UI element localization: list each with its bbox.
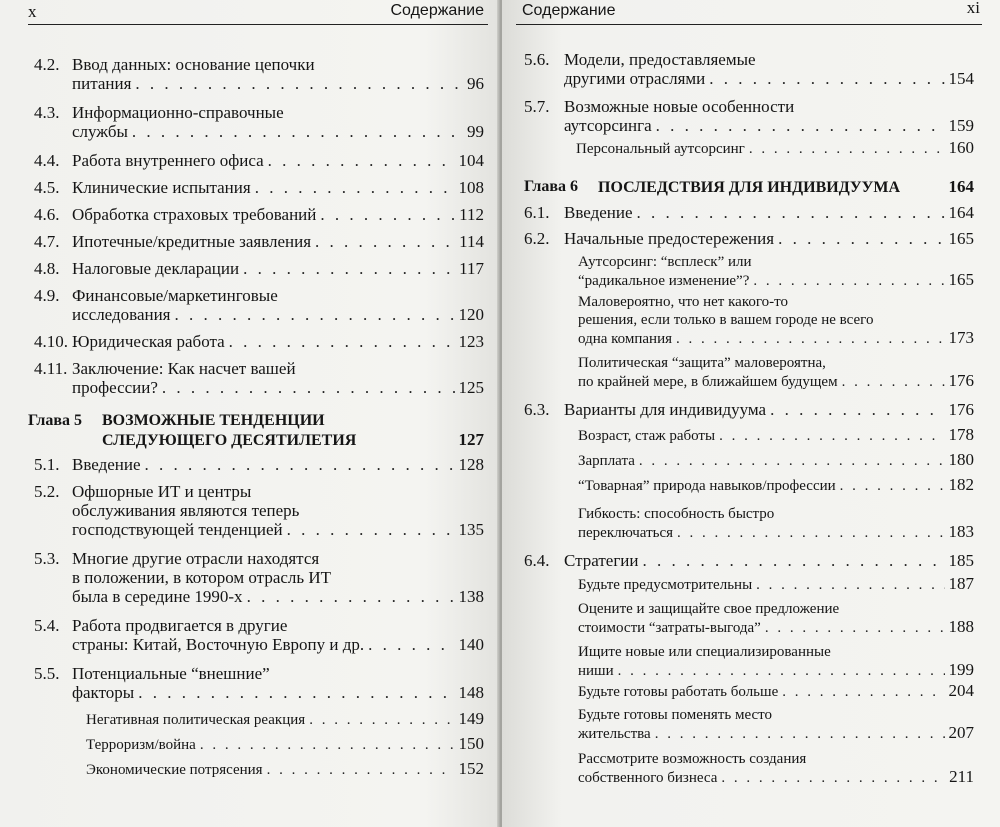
entry-line: факторы: [72, 683, 135, 702]
toc-subentry[interactable]: [578, 505, 974, 551]
entry-number: 4.3.: [34, 103, 60, 122]
toc-entry[interactable]: [28, 332, 484, 359]
toc-entry[interactable]: [28, 205, 484, 232]
page-ref: 165: [948, 270, 974, 289]
page-ref: 123: [458, 332, 484, 351]
chapter-label: Глава 5: [28, 412, 82, 429]
subentry-line: Ищите новые или специализированные: [578, 644, 831, 660]
subentry-line: Будьте предусмотрительны: [578, 577, 753, 593]
subentry-line: Гибкость: способность быстро: [578, 506, 775, 522]
entry-number: 5.7.: [524, 97, 550, 116]
toc-entry[interactable]: [28, 455, 484, 482]
page-ref: 164: [948, 177, 974, 196]
toc-entry[interactable]: [28, 232, 484, 259]
page-ref: 185: [948, 551, 974, 570]
toc-entry[interactable]: [28, 664, 484, 710]
subentry-line: Возраст, стаж работы: [578, 428, 716, 444]
subentry-line: Экономические потрясения: [86, 762, 263, 778]
entry-line: Заключение: Как насчет вашей: [72, 359, 296, 378]
entry-line: Варианты для индивидуума: [564, 400, 767, 419]
toc-subentry[interactable]: [578, 600, 974, 643]
subentry-line: Персональный аутсорсинг: [576, 141, 745, 157]
entry-line: Налоговые декларации: [72, 259, 240, 278]
entry-number: 6.3.: [524, 400, 550, 419]
toc-entry[interactable]: [28, 178, 484, 205]
entry-number: 5.4.: [34, 616, 60, 635]
toc-subentry[interactable]: [578, 293, 974, 354]
chapter-title: ВОЗМОЖНЫЕ ТЕНДЕНЦИИ: [102, 412, 325, 429]
entry-number: 4.4.: [34, 151, 60, 170]
chapter-label: Глава 6: [524, 178, 578, 195]
toc-entry[interactable]: [524, 50, 974, 97]
toc-entry[interactable]: [28, 549, 484, 616]
entry-line: Введение: [72, 455, 141, 474]
entry-number: 4.5.: [34, 178, 60, 197]
subentry-line: решения, если только в вашем городе не всего: [578, 312, 874, 328]
toc-subentry[interactable]: [86, 735, 484, 760]
toc-entry[interactable]: [524, 203, 974, 229]
entry-number: 5.3.: [34, 549, 60, 568]
entry-number: 5.1.: [34, 455, 60, 474]
entry-line: службы: [72, 122, 128, 141]
subentry-line: Терроризм/война: [86, 737, 196, 753]
page-ref: 187: [948, 574, 974, 593]
right-page: [502, 0, 1000, 827]
toc-subentry[interactable]: [578, 253, 974, 293]
page-ref: 104: [458, 151, 484, 170]
page-ref: 117: [459, 259, 484, 278]
page-ref: 152: [458, 759, 484, 778]
entry-line: исследования: [72, 305, 171, 324]
page-ref: 114: [459, 232, 484, 251]
entry-number: 4.7.: [34, 232, 60, 251]
page-ref: 135: [458, 520, 484, 539]
toc-entry[interactable]: [28, 286, 484, 332]
entry-line: Начальные предостережения: [564, 229, 775, 248]
entry-line: господствующей тенденцией: [72, 520, 283, 539]
page-ref: 160: [948, 138, 974, 157]
toc-entry[interactable]: [524, 97, 974, 139]
subentry-line: собственного бизнеса: [578, 770, 718, 786]
toc-entry[interactable]: [28, 259, 484, 286]
entry-number: 5.2.: [34, 482, 60, 501]
entry-line: была в середине 1990-х: [72, 587, 243, 606]
subentry-line: Будьте готовы поменять место: [578, 707, 773, 723]
page-ref: 149: [458, 709, 484, 728]
toc-entry[interactable]: [524, 229, 974, 253]
subentry-line: Аутсорсинг: “всплеск” или: [578, 254, 752, 270]
subentry-line: жительства: [578, 726, 651, 742]
page-ref: 112: [459, 205, 484, 224]
page-ref: 173: [948, 328, 974, 347]
page-ref: 120: [458, 305, 484, 324]
page-ref: 188: [948, 617, 974, 636]
page-number: x: [28, 2, 37, 21]
page-ref: 180: [948, 450, 974, 469]
toc-subentry[interactable]: [86, 710, 484, 735]
toc-subentry[interactable]: [578, 682, 974, 706]
entry-number: 5.6.: [524, 50, 550, 69]
right-header: [516, 2, 982, 25]
entry-line: Работа внутреннего офиса: [72, 151, 264, 170]
page-ref: 165: [948, 229, 974, 248]
page-ref: 150: [458, 734, 484, 753]
subentry-line: “радикальное изменение”?: [578, 273, 750, 289]
entry-line: Возможные новые особенности: [564, 97, 795, 116]
toc-entry[interactable]: [28, 482, 484, 549]
page-ref: 182: [948, 475, 974, 494]
toc-subentry[interactable]: [578, 426, 974, 451]
entry-line: профессии?: [72, 378, 158, 397]
toc-subentry[interactable]: [578, 706, 974, 750]
entry-number: 6.2.: [524, 229, 550, 248]
entry-number: 4.10.: [34, 332, 68, 351]
page-ref: 211: [949, 767, 974, 786]
subentry-line: переключаться: [578, 525, 674, 541]
subentry-line: одна компания: [578, 331, 673, 347]
entry-line: Юридическая работа: [72, 332, 225, 351]
subentry-line: Оцените и защищайте свое предложение: [578, 601, 840, 617]
entry-line: питания: [72, 74, 132, 93]
toc-subentry[interactable]: [576, 139, 974, 177]
toc-entry[interactable]: [28, 93, 484, 151]
toc-entry[interactable]: [28, 359, 484, 411]
page-ref: 138: [458, 587, 484, 606]
entry-line: Офшорные ИТ и центры: [72, 482, 252, 501]
subentry-line: стоимости “затраты-выгода”: [578, 620, 761, 636]
subentry-line: Негативная политическая реакция: [86, 712, 306, 728]
toc-subentry[interactable]: [578, 451, 974, 476]
subentry-line: Маловероятно, что нет какого-то: [578, 294, 788, 310]
page-ref: 176: [948, 400, 974, 419]
entry-line: в положении, в котором отрасль ИТ: [72, 568, 332, 587]
subentry-line: Рассмотрите возможность создания: [578, 751, 807, 767]
chapter-title: СЛЕДУЮЩЕГО ДЕСЯТИЛЕТИЯ: [102, 432, 357, 449]
chapter-heading[interactable]: [524, 177, 974, 203]
page-ref: 108: [458, 178, 484, 197]
page-ref: 148: [458, 683, 484, 702]
toc-entry[interactable]: [28, 616, 484, 664]
entry-number: 4.6.: [34, 205, 60, 224]
left-header: [28, 2, 488, 25]
entry-line: страны: Китай, Восточную Европу и др.: [72, 635, 365, 654]
page-ref: 183: [948, 522, 974, 541]
subentry-line: Зарплата: [578, 453, 635, 469]
entry-line: Многие другие отрасли находятся: [72, 549, 320, 568]
page-ref: 164: [948, 203, 974, 222]
page-ref: 140: [458, 635, 484, 654]
entry-line: Информационно-справочные: [72, 103, 284, 122]
entry-number: 4.8.: [34, 259, 60, 278]
page-ref: 204: [948, 681, 974, 700]
left-toc: [28, 55, 484, 785]
subentry-line: Политическая “защита” маловероятна,: [578, 355, 826, 371]
page-ref: 128: [458, 455, 484, 474]
toc-subentry[interactable]: [578, 643, 974, 682]
chapter-title: ПОСЛЕДСТВИЯ ДЛЯ ИНДИВИДУУМА: [598, 179, 901, 196]
subentry-line: “Товарная” природа навыков/профессии: [578, 478, 836, 494]
page-ref: 154: [948, 69, 974, 88]
entry-line: Ввод данных: основание цепочки: [72, 55, 315, 74]
page-ref: 178: [948, 425, 974, 444]
entry-number: 4.2.: [34, 55, 60, 74]
entry-number: 5.5.: [34, 664, 60, 683]
page-ref: 207: [948, 723, 974, 742]
subentry-line: Будьте готовы работать больше: [578, 684, 779, 700]
entry-line: Финансовые/маркетинговые: [72, 286, 278, 305]
entry-line: другими отраслями: [564, 69, 706, 88]
page-ref: 96: [467, 74, 484, 93]
entry-line: Потенциальные “внешние”: [72, 664, 270, 683]
toc-subentry[interactable]: [578, 750, 974, 790]
running-head: Содержание: [522, 2, 616, 19]
chapter-heading[interactable]: [28, 411, 484, 455]
entry-number: 6.1.: [524, 203, 550, 222]
page-ref: 176: [948, 371, 974, 390]
entry-line: Введение: [564, 203, 633, 222]
page-ref: 127: [458, 430, 484, 449]
entry-number: 4.9.: [34, 286, 60, 305]
toc-entry[interactable]: [524, 400, 974, 426]
running-head: Содержание: [390, 2, 484, 19]
page-ref: 99: [467, 122, 484, 141]
entry-line: Работа продвигается в другие: [72, 616, 288, 635]
entry-number: 6.4.: [524, 551, 550, 570]
page-ref: 159: [948, 116, 974, 135]
entry-line: Модели, предоставляемые: [564, 50, 756, 69]
entry-line: Ипотечные/кредитные заявления: [72, 232, 312, 251]
right-toc: [524, 50, 974, 790]
toc-subentry[interactable]: [578, 354, 974, 400]
subentry-line: ниши: [578, 663, 614, 679]
entry-line: аутсорсинга: [564, 116, 652, 135]
page-ref: 125: [458, 378, 484, 397]
page-number: xi: [966, 0, 980, 17]
entry-line: Обработка страховых требований: [72, 205, 317, 224]
entry-line: Клинические испытания: [72, 178, 251, 197]
toc-subentry[interactable]: [578, 476, 974, 505]
entry-line: Стратегии: [564, 551, 639, 570]
toc-subentry[interactable]: [86, 760, 484, 785]
entry-line: обслуживания являются теперь: [72, 501, 300, 520]
subentry-line: по крайней мере, в ближайшем будущем: [578, 374, 838, 390]
page-ref: 199: [948, 660, 974, 679]
toc-entry[interactable]: [28, 151, 484, 178]
toc-subentry[interactable]: [578, 575, 974, 600]
toc-entry[interactable]: [524, 551, 974, 575]
toc-entry[interactable]: [28, 55, 484, 93]
entry-number: 4.11.: [34, 359, 68, 378]
